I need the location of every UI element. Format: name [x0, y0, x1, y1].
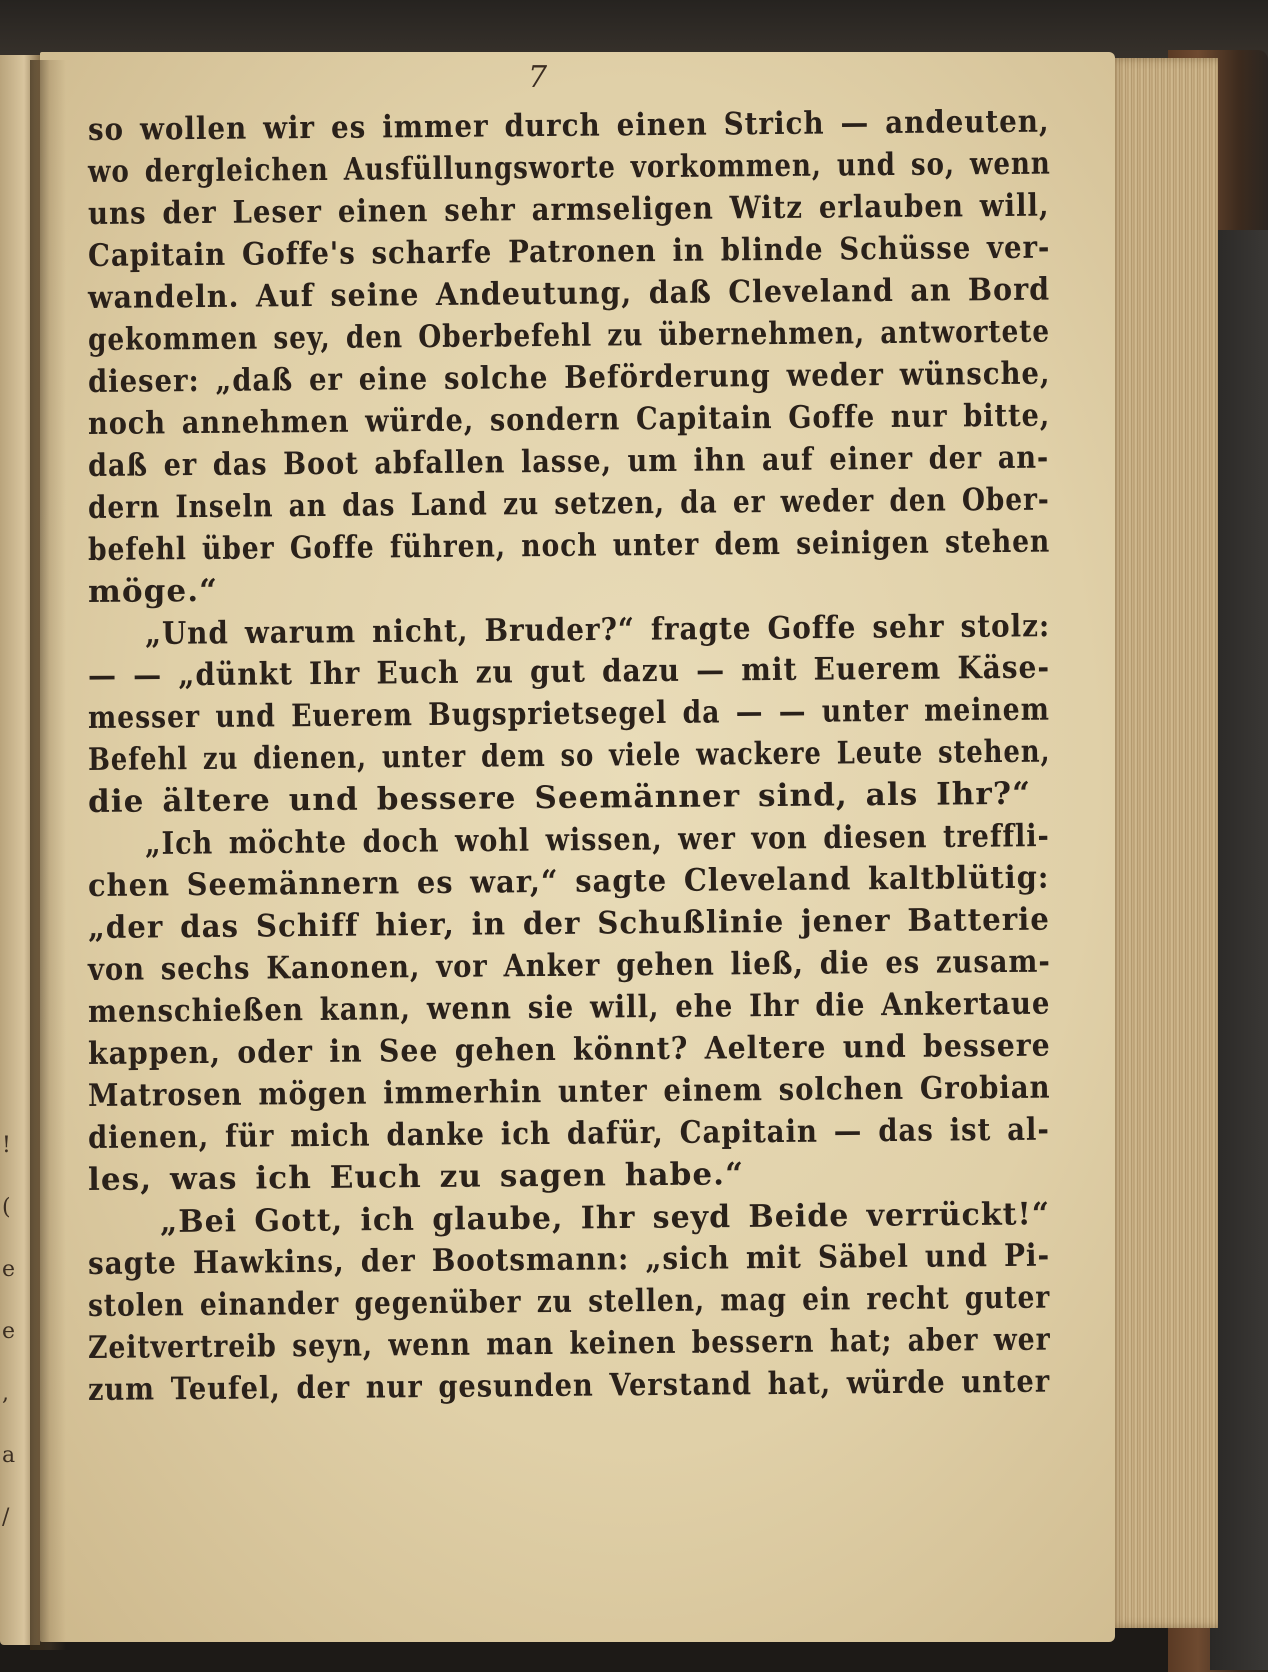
text-line: möge.“ [87, 572, 219, 610]
text-line: von sechs Kanonen, vor Anker gehen ließ, die es zusam- [87, 943, 1051, 988]
text-line: Capitain Goffe's scharfe Patronen in blinde Schüsse ver- [87, 229, 1051, 274]
left-fragment: a [2, 1443, 16, 1468]
text-line: wo dergleichen Ausfüllungsworte vorkommen, und so, wenn [87, 145, 1051, 190]
left-fragment: / [2, 1505, 10, 1530]
text-line: gekommen sey, den Oberbefehl zu übernehmen, antwortete [87, 313, 1051, 358]
text-line: Matrosen mögen immerhin unter einem solchen Grobian [87, 1069, 1051, 1114]
text-line: — — „dünkt Ihr Euch zu gut dazu — mit Euerem Käse- [87, 649, 1051, 694]
text-line: uns der Leser einen sehr armseligen Witz erlauben will, [87, 187, 1050, 232]
page-number: 7 [528, 60, 548, 95]
left-fragment: , [2, 1381, 9, 1406]
text-line: dienen, für mich danke ich dafür, Capitain — das ist al- [87, 1111, 1050, 1156]
text-line: dern Inseln an das Land zu setzen, da er weder den Ober- [87, 481, 1050, 526]
text-line: sagte Hawkins, der Bootsmann: „sich mit Säbel und Pi- [87, 1237, 1051, 1282]
text-line: Befehl zu dienen, unter dem so viele wackere Leute stehen, [87, 733, 1051, 778]
text-line: „Bei Gott, ich glaube, Ihr seyd Beide verrückt!“ [159, 1196, 1051, 1240]
text-line: messer und Euerem Bugsprietsegel da — — unter meinem [87, 691, 1050, 736]
text-line: „Ich möchte doch wohl wissen, wer von diesen treffli- [144, 818, 1050, 862]
text-line: befehl über Goffe führen, noch unter dem seinigen stehen [87, 523, 1051, 568]
text-line: menschießen kann, wenn sie will, ehe Ihr die Ankertaue [87, 985, 1051, 1030]
left-fragment: e [2, 1319, 16, 1344]
text-line: daß er das Boot abfallen lasse, um ihn auf einer der an- [87, 439, 1050, 484]
text-line: chen Seemännern es war,“ sagte Cleveland kaltblütig: [87, 859, 1050, 904]
text-line: wandeln. Auf seine Andeutung, daß Cleveland an Bord [87, 271, 1051, 316]
text-line: Zeitvertreib seyn, wenn man keinen bessern hat; aber wer [87, 1321, 1051, 1366]
text-line: „Und warum nicht, Bruder?“ fragte Goffe sehr stolz: [144, 608, 1051, 652]
left-fragment: ( [2, 1195, 11, 1220]
text-line: stolen einander gegenüber zu stellen, mag ein recht guter [87, 1279, 1051, 1324]
text-line: les, was ich Euch zu sagen habe.“ [87, 1156, 745, 1198]
left-fragment: ! [2, 1133, 11, 1158]
text-line: noch annehmen würde, sondern Capitain Goffe nur bitte, [87, 397, 1051, 442]
left-fragment: e [2, 1257, 16, 1282]
text-line: zum Teufel, der nur gesunden Verstand hat, würde unter [87, 1363, 1051, 1408]
text-line: „der das Schiff hier, in der Schußlinie jener Batterie [87, 901, 1051, 946]
text-line: kappen, oder in See gehen könnt? Aeltere und bessere [87, 1027, 1051, 1072]
text-line: so wollen wir es immer durch einen Strich — andeuten, [87, 103, 1050, 148]
text-line: die ältere und bessere Seemänner sind, als Ihr?“ [87, 775, 1032, 820]
text-line: dieser: „daß er eine solche Beförderung weder wünsche, [87, 355, 1051, 400]
